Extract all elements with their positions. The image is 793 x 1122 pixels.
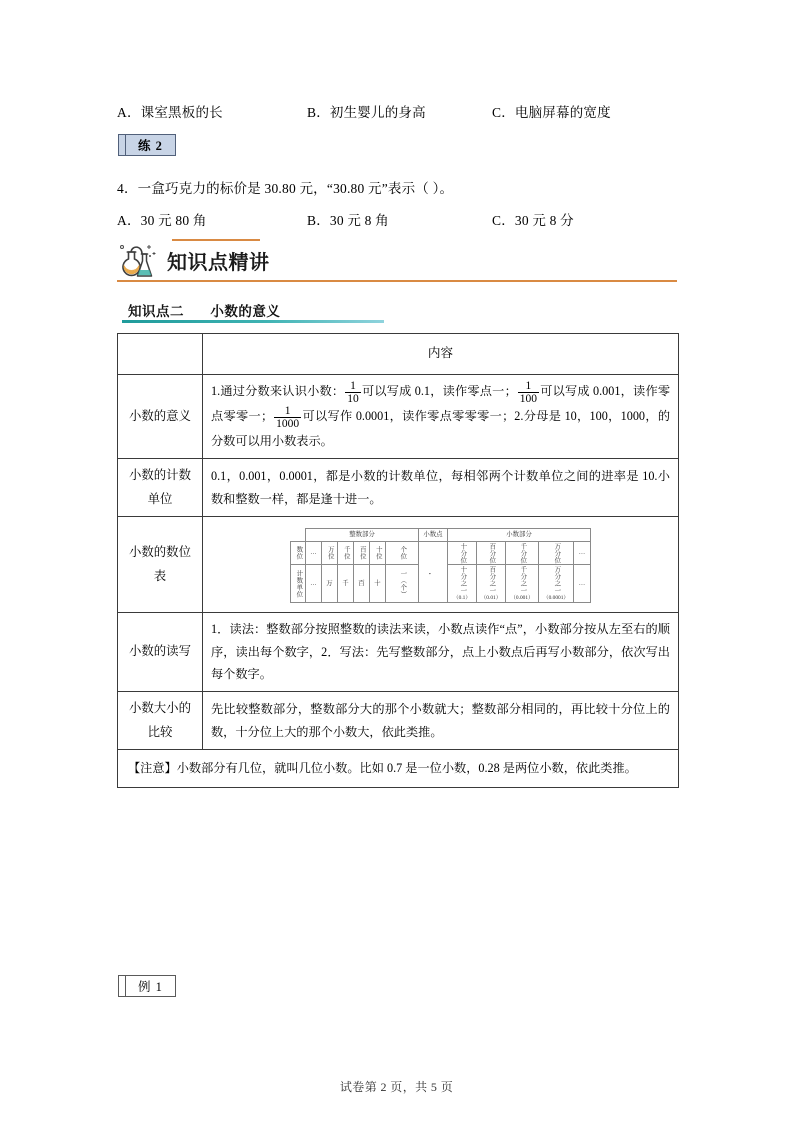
pv-dec-unit-0: 十分之一 （0.1） bbox=[448, 565, 477, 603]
row-label: 小数的数位表 bbox=[118, 517, 203, 613]
practice-badge[interactable] bbox=[118, 134, 176, 156]
pv-int-unit-3: 百 bbox=[354, 565, 370, 603]
row-label: 小数的计数单位 bbox=[118, 458, 203, 516]
badge-spine bbox=[118, 975, 125, 997]
pv-dec-unit-1: 百分之一 （0.01） bbox=[477, 565, 506, 603]
row-label: 小数大小的比较 bbox=[118, 691, 203, 749]
pv-dec-place-4: … bbox=[574, 541, 591, 565]
text-seg: 可以写作 0.0001，读作零点零零零一；2.分母是 10，100，1000，的分数可以用小数表示。 bbox=[211, 409, 671, 449]
table-row bbox=[118, 613, 679, 692]
row-content-place-value bbox=[203, 517, 679, 613]
section-header bbox=[117, 238, 677, 284]
pv-group-header-row bbox=[291, 529, 591, 542]
pv-row-label-digit: 数位 bbox=[291, 541, 306, 565]
pv-decimal-part-header: 小数部分 bbox=[448, 529, 591, 542]
row-content-read-write: 1．读法：整数部分按照整数的读法来读，小数点读作“点”，小数部分按从左至右的顺序，读出每个数字，2．写法：先写整数部分，点上小数点后再写小数部分，依次写出每个数字。 bbox=[203, 613, 679, 692]
pv-int-unit-0: … bbox=[306, 565, 322, 603]
pv-int-unit-5: 一（个） bbox=[386, 565, 419, 603]
pv-decimal-point-header: 小数点 bbox=[419, 529, 448, 542]
badge-spine bbox=[118, 134, 125, 156]
table-row bbox=[118, 691, 679, 749]
knowledge-point-name: 小数的意义 bbox=[210, 304, 281, 320]
question-4-stem: 4．一盒巧克力的标价是 30.80 元，“30.80 元”表示（ ）。 bbox=[117, 181, 454, 196]
knowledge-point-rule bbox=[122, 320, 384, 323]
option-b: B．30 元 8 角 bbox=[307, 213, 389, 228]
fraction-one-thousandth: $\frac{1}{1000}$ bbox=[276, 405, 300, 431]
pv-integer-part-header: 整数部分 bbox=[306, 529, 419, 542]
question-4-options bbox=[117, 209, 717, 229]
pv-dec-unit-3: 万分之一 （0.0001） bbox=[539, 565, 574, 603]
knowledge-point-label: 知识点二 bbox=[128, 304, 184, 320]
place-value-table bbox=[290, 528, 591, 603]
pv-dec-place-3: 万分位 bbox=[539, 541, 574, 565]
pv-int-place-1: 万位 bbox=[322, 541, 338, 565]
option-a: A．课室黑板的长 bbox=[117, 105, 223, 120]
pv-dec-unit-4: … bbox=[574, 565, 591, 603]
pv-dec-place-2: 千分位 bbox=[506, 541, 539, 565]
table-row bbox=[118, 458, 679, 516]
row-content-meaning bbox=[203, 375, 679, 459]
pv-int-unit-4: 十 bbox=[370, 565, 386, 603]
table-note-row bbox=[118, 750, 679, 788]
text-seg: 可以写成 0.1，读作零点一； bbox=[361, 384, 517, 398]
row-content-units: 0.1，0.001，0.0001，都是小数的计数单位，每相邻两个计数单位之间的进率是 10.小数和整数一样，都是逢十进一。 bbox=[203, 458, 679, 516]
pv-decimal-point-cell: ． bbox=[419, 541, 448, 603]
pv-row-label-unit: 计数单位 bbox=[291, 565, 306, 603]
pv-dec-value-1: （0.01） bbox=[480, 594, 502, 601]
section-bottom-rule bbox=[117, 280, 677, 282]
row-content-comparison: 先比较整数部分，整数部分大的那个小数就大；整数部分相同的，再比较十分位上的数，十分位上大的那个小数大，依此类推。 bbox=[203, 691, 679, 749]
knowledge-table bbox=[117, 333, 679, 788]
text-seg: 可以写成 0.001，读作零点零零一； bbox=[211, 384, 671, 424]
pv-dec-value-3: （0.0001） bbox=[543, 594, 569, 601]
option-c: C．30 元 8 分 bbox=[492, 213, 574, 228]
table-header-row bbox=[118, 334, 679, 375]
pv-int-place-3: 百位 bbox=[354, 541, 370, 565]
pv-dec-unit-2: 千分之一 （0.001） bbox=[506, 565, 539, 603]
option-a: A．30 元 80 角 bbox=[117, 213, 207, 228]
pv-dec-value-2: （0.001） bbox=[510, 594, 534, 601]
pv-dec-place-0: 十分位 bbox=[448, 541, 477, 565]
flask-icon bbox=[117, 241, 163, 281]
fraction-one-tenth: $\frac{1}{10}$ bbox=[347, 380, 359, 406]
table-row bbox=[118, 375, 679, 459]
fraction-one-hundredth: $\frac{1}{100}$ bbox=[519, 380, 538, 406]
row-label: 小数的读写 bbox=[118, 613, 203, 692]
page-footer: 试卷第 2 页，共 5 页 bbox=[339, 1080, 454, 1094]
row-label: 小数的意义 bbox=[118, 375, 203, 459]
section-top-rule bbox=[172, 239, 260, 241]
pv-dec-place-1: 百分位 bbox=[477, 541, 506, 565]
example-badge[interactable] bbox=[118, 975, 176, 997]
header-blank-cell bbox=[118, 334, 203, 375]
text-seg: 1.通过分数来认识小数： bbox=[211, 384, 345, 398]
option-c: C．电脑屏幕的宽度 bbox=[492, 105, 611, 120]
pv-int-place-2: 千位 bbox=[338, 541, 354, 565]
practice-badge-label: 练 2 bbox=[125, 134, 176, 156]
header-content-cell: 内容 bbox=[203, 334, 679, 375]
table-row bbox=[118, 517, 679, 613]
pv-int-place-4: 十位 bbox=[370, 541, 386, 565]
pv-int-place-5: 个位 bbox=[386, 541, 419, 565]
pv-dec-value-0: （0.1） bbox=[453, 594, 471, 601]
note-cell: 【注意】小数部分有几位，就叫几位小数。比如 0.7 是一位小数，0.28 是两位小数，依此类推。 bbox=[118, 750, 679, 788]
pv-int-unit-2: 千 bbox=[338, 565, 354, 603]
pv-int-unit-1: 万 bbox=[322, 565, 338, 603]
section-title: 知识点精讲 bbox=[167, 250, 270, 274]
pv-digit-place-row bbox=[291, 541, 591, 565]
pv-corner-cell bbox=[291, 529, 306, 542]
pv-int-place-0: … bbox=[306, 541, 322, 565]
question-3-options bbox=[117, 101, 717, 121]
knowledge-point-heading bbox=[128, 300, 280, 320]
option-b: B．初生婴儿的身高 bbox=[307, 105, 426, 120]
example-badge-label: 例 1 bbox=[125, 975, 176, 997]
